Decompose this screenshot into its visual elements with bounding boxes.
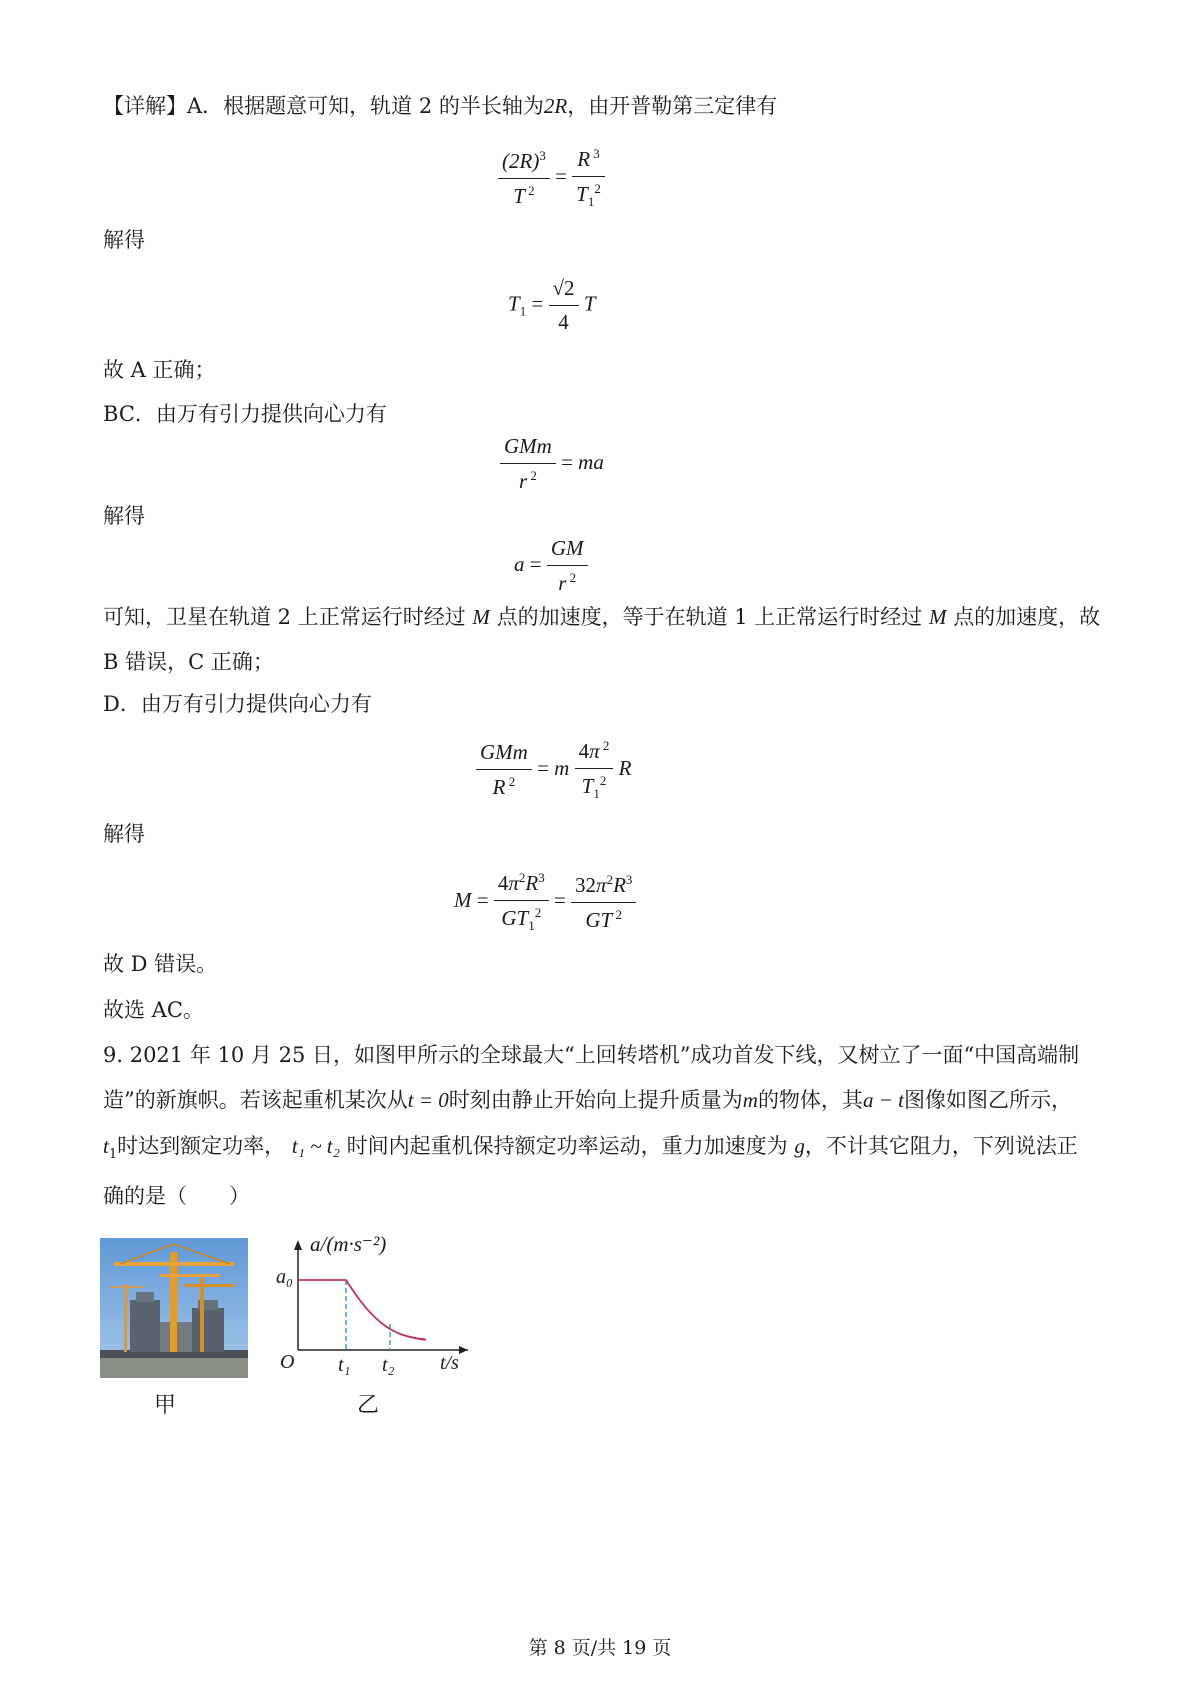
equation-accel: a = $\frac{GM}{r ^2}$ xyxy=(514,536,588,596)
y-axis-arrow xyxy=(294,1240,302,1250)
conclusion-d: 故 D 错误。 xyxy=(103,952,218,976)
var-2R: 2R xyxy=(543,94,568,118)
solve-label-1: 解得 xyxy=(103,228,145,252)
equation-t1: $T_1$ = $\frac{√2}{4}$ T xyxy=(508,276,596,334)
graph-origin-label: O xyxy=(280,1351,295,1373)
equation-mass: M = $\frac{4\pi^2R^3}{GT_1^2}$ = $\frac{32\pi^2R^3}{GT ^2}$ xyxy=(454,870,636,934)
solution-line-a: 【详解】A．根据题意可知，轨道 2 的半长轴为2R，由开普勒第三定律有 xyxy=(103,94,778,118)
at-curve-tail xyxy=(403,1335,425,1339)
x-axis-arrow xyxy=(459,1346,468,1354)
graph-ylabel: a/(m·s⁻²) xyxy=(310,1232,387,1256)
graph-t2-label: t₂ xyxy=(382,1354,395,1376)
page-number: 第 8 页/共 19 页 xyxy=(528,1637,672,1659)
question9-line2: 造”的新旗帜。若该起重机某次从t = 0时刻由静止开始向上提升质量为m的物体，其a − t图像如图乙所示， xyxy=(103,1088,1072,1112)
graph-a0-label: a₀ xyxy=(276,1266,293,1288)
figure-label-yi: 乙 xyxy=(357,1393,380,1418)
choose-answer: 故选 AC。 xyxy=(103,998,204,1022)
figure-label-jia: 甲 xyxy=(154,1393,177,1418)
question9-line4: 确的是（ ） xyxy=(103,1184,250,1208)
graph-t1-label: t₁ xyxy=(338,1354,351,1376)
solution-line-d: D．由万有引力提供向心力有 xyxy=(103,692,372,716)
question9-line3: $t_1$时达到额定功率， t₁ ~ t₂ 时间内起重机保持额定功率运动，重力加速度为 g，不计其它阻力，下列说法正 xyxy=(103,1134,1078,1163)
crane-photo-svg xyxy=(100,1238,248,1378)
question9-line1: 9. 2021 年 10 月 25 日，如图甲所示的全球最大“上回转塔机”成功首发下线，又树立了一面“中国高端制 xyxy=(103,1043,1080,1067)
graph-xlabel: t/s xyxy=(440,1352,459,1374)
solve-label-3: 解得 xyxy=(103,822,145,846)
solution-line-bc: BC．由万有引力提供向心力有 xyxy=(103,402,387,426)
solution-accel-line-1: 可知，卫星在轨道 2 上正常运行时经过 M 点的加速度，等于在轨道 1 上正常运行时经过 M 点的加速度，故 xyxy=(103,605,1101,629)
solve-label-2: 解得 xyxy=(103,504,145,528)
solution-accel-line-2: B 错误，C 正确； xyxy=(103,650,274,674)
equation-kepler: $\frac{(2R)^3}{T ^2}$ = $\frac{R ^3}{T_1^2}$ xyxy=(498,146,605,210)
crane-photo xyxy=(100,1238,248,1378)
equation-gravity-a: $\frac{\text{GMm}}{r ^2}$ = ma xyxy=(500,434,604,494)
conclusion-a: 故 A 正确； xyxy=(103,358,216,382)
at-curve xyxy=(298,1280,425,1340)
equation-gravity-d: $\frac{\text{GMm}}{R ^2}$ = m $\frac{4\pi ^2}{T_1^2}$ R xyxy=(476,738,631,802)
